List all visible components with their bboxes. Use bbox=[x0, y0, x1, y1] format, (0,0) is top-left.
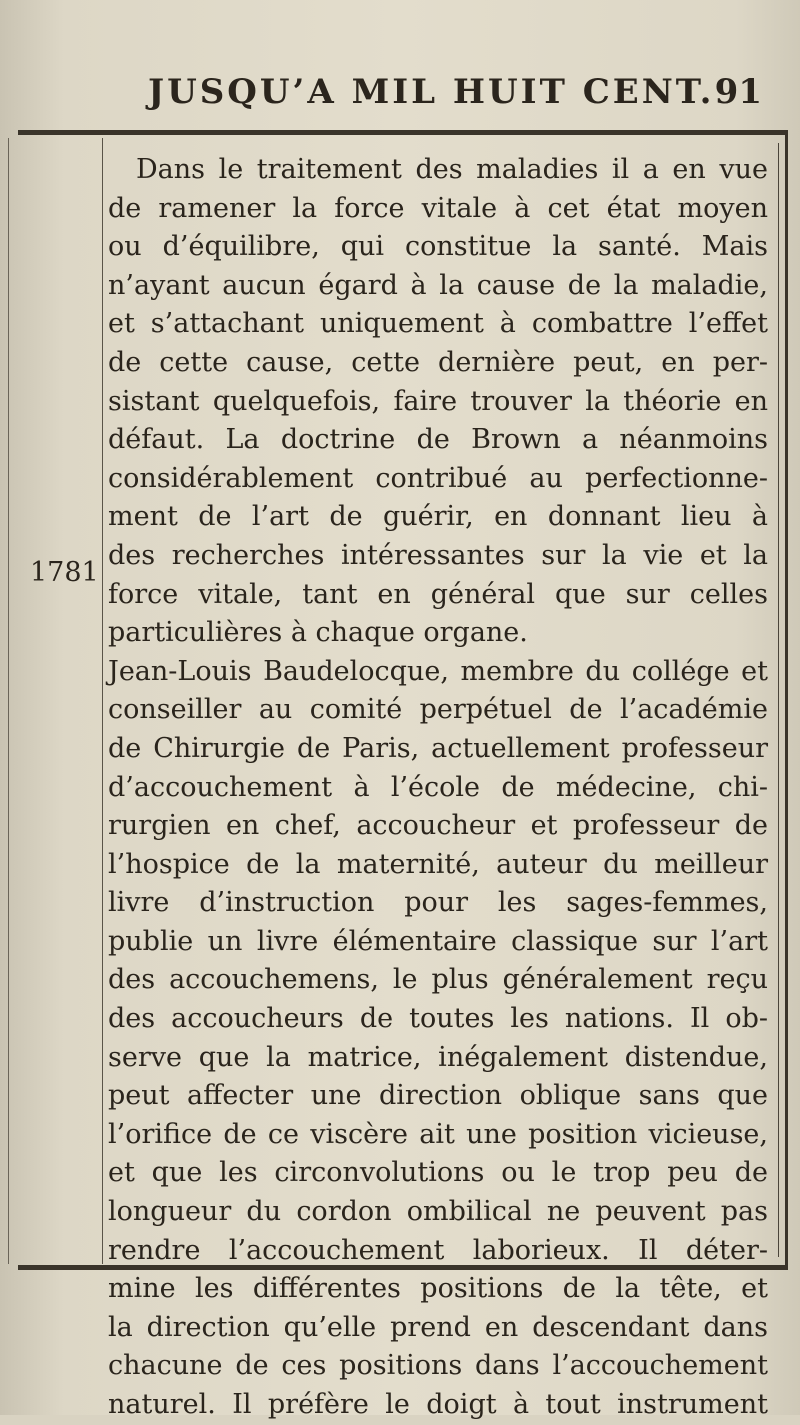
page-number: 91 bbox=[714, 72, 762, 112]
body-text bbox=[108, 151, 768, 1425]
text-line: particulières à chaque organe. bbox=[108, 617, 528, 649]
text-line: l’hospice de la maternité, auteur du meilleur bbox=[108, 848, 768, 880]
text-line: ou d’équilibre, qui constitue la santé. Mais bbox=[108, 231, 768, 263]
text-line: et s’attachant uniquement à combattre l’effet bbox=[108, 308, 768, 340]
running-head: JUSQU’A MIL HUIT CENT. bbox=[148, 72, 715, 112]
margin-column-rule bbox=[102, 138, 103, 1264]
text-line: des accouchemens, le plus généralement reçu bbox=[108, 964, 768, 996]
frame-inner-rule bbox=[778, 143, 779, 1257]
text-line: conseiller au comité perpétuel de l’académie bbox=[108, 694, 768, 726]
text-line: de ramener la force vitale à cet état moyen bbox=[108, 192, 768, 224]
text-line: des recherches intéressantes sur la vie et la bbox=[108, 539, 768, 571]
text-line: chacune de ces positions dans l’accouchement bbox=[108, 1350, 768, 1382]
text-line: publie un livre élémentaire classique sur l’art bbox=[108, 925, 768, 957]
text-line: rendre l’accouchement laborieux. Il déter- bbox=[108, 1234, 768, 1266]
text-line: force vitale, tant en général que sur celles bbox=[108, 578, 768, 610]
text-line: serve que la matrice, inégalement distendue, bbox=[108, 1041, 768, 1073]
text-line: sistant quelquefois, faire trouver la théorie en bbox=[108, 385, 768, 417]
text-line: Jean-Louis Baudelocque, membre du collége et bbox=[108, 655, 768, 687]
text-line: naturel. Il préfère le doigt à tout instrument bbox=[108, 1389, 768, 1420]
text-line: la direction qu’elle prend en descendant dans bbox=[108, 1311, 768, 1343]
text-line: n’ayant aucun égard à la cause de la maladie, bbox=[108, 269, 768, 301]
outer-margin-rule bbox=[8, 138, 9, 1264]
text-line: livre d’instruction pour les sages-femmes, bbox=[108, 887, 768, 919]
text-line: défaut. La doctrine de Brown a néanmoins bbox=[108, 424, 768, 456]
margin-year-note: 1781 bbox=[30, 557, 99, 588]
text-line: l’orifice de ce viscère ait une position vicieuse, bbox=[108, 1118, 768, 1150]
text-line: peut affecter une direction oblique sans que bbox=[108, 1080, 768, 1112]
text-line: et que les circonvolutions ou le trop peu de bbox=[108, 1157, 768, 1189]
text-line: considérablement contribué au perfectionne- bbox=[108, 462, 768, 494]
text-line: des accoucheurs de toutes les nations. Il ob- bbox=[108, 1003, 768, 1035]
text-line: d’accouchement à l’école de médecine, chi- bbox=[108, 771, 768, 803]
text-line: ment de l’art de guérir, en donnant lieu à bbox=[108, 501, 768, 533]
text-line: de Chirurgie de Paris, actuellement professeur bbox=[108, 732, 768, 764]
text-line: mine les différentes positions de la tête, et bbox=[108, 1273, 768, 1305]
text-line: rurgien en chef, accoucheur et professeur de bbox=[108, 810, 768, 842]
text-line: de cette cause, cette dernière peut, en per- bbox=[108, 346, 768, 378]
text-line: longueur du cordon ombilical ne peuvent pas bbox=[108, 1196, 768, 1228]
text-line: Dans le traitement des maladies il a en vue bbox=[136, 154, 768, 185]
